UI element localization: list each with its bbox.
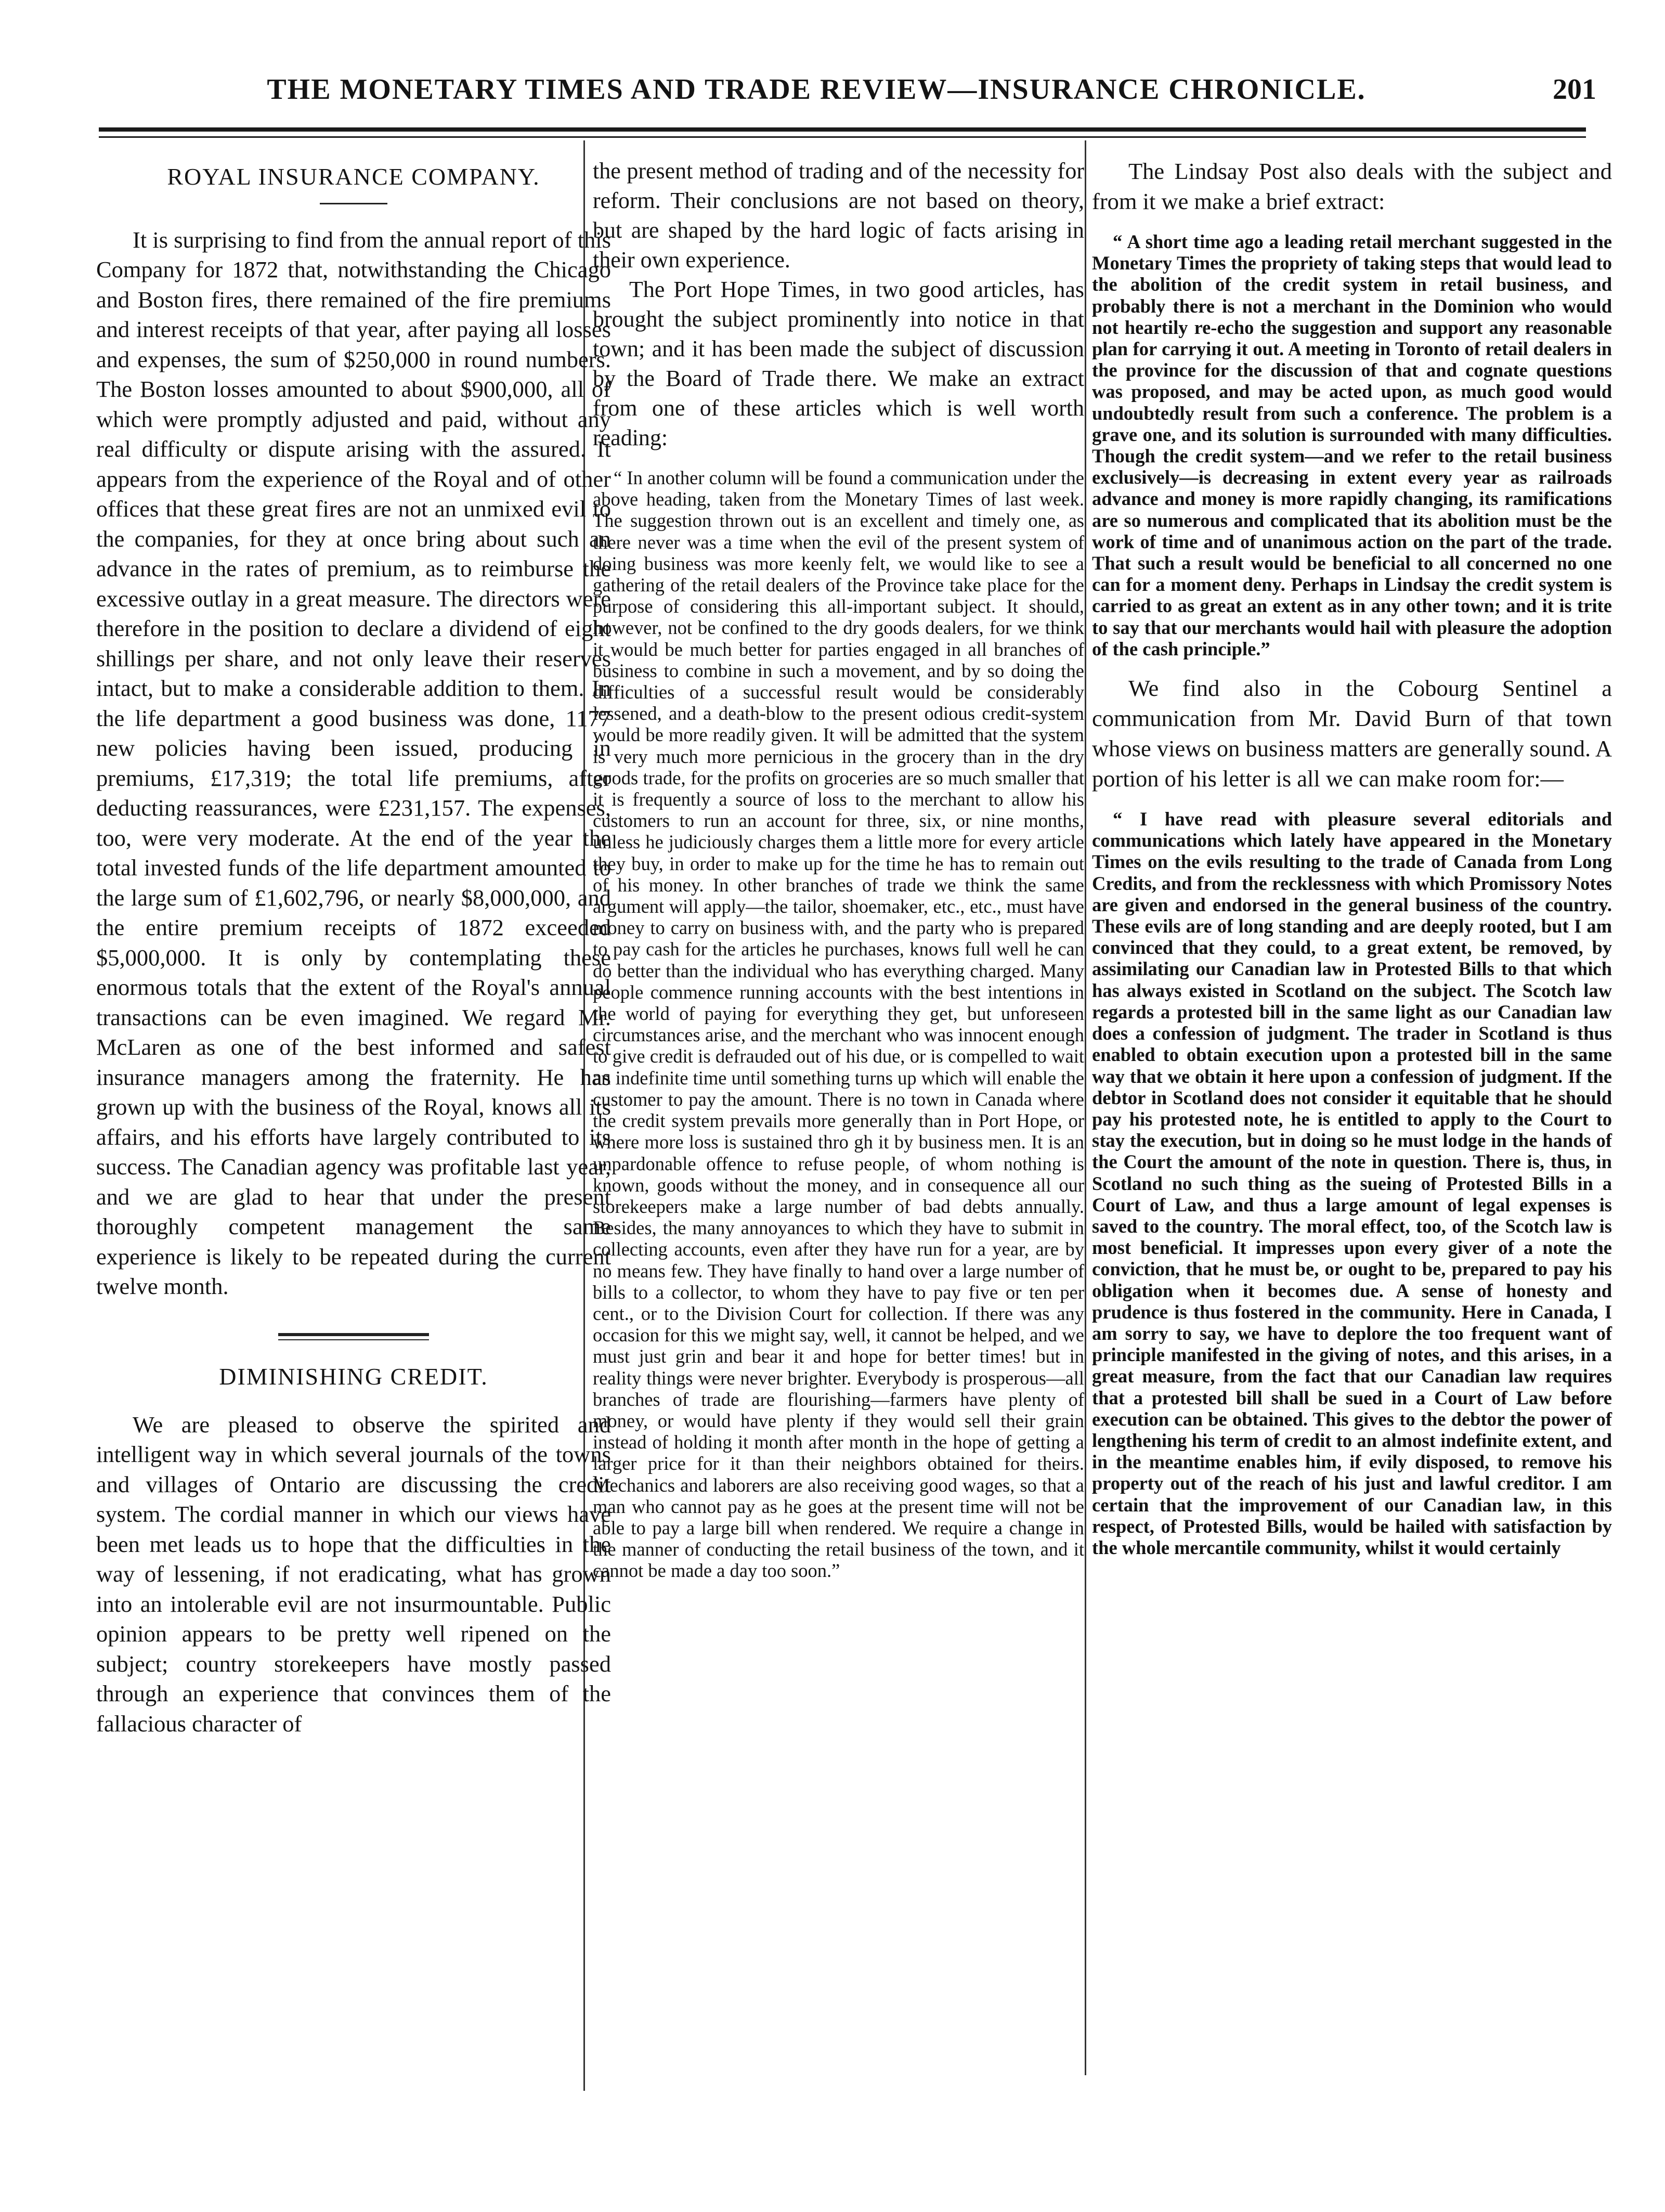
section-heading-royal: ROYAL INSURANCE COMPANY. [167,163,540,190]
running-title: THE MONETARY TIMES AND TRADE REVIEW—INSURANCE CHRONICLE. [267,73,1366,106]
article-paragraph: The Port Hope Times, in two good articles, has brought the subject prominently into notice in that town; and it has been made the subject of discussion by the Board of Trade there. We make an extract from one of these articles which is well worth reading: [593,277,1084,450]
article-paragraph: We find also in the Cobourg Sentinel a communication from Mr. David Burn of that town whose views on business matters are generally sound. A portion of his letter is all we can make room for:— [1092,675,1612,792]
page-header [166,73,1596,120]
quoted-extract: “ I have read with pleasure several editorials and communications which lately have appeared in the Monetary Times on the evils resulting to the trade of Canada from Long Credits, and from the recklessness with which Promissory Notes are given and endorsed in the general business of the country. These evils are of long standing and are deeply rooted, but I am convinced that they could, to a great extent, be removed, by assimilating our Canadian law in Protested Bills to that which has always existed in Scotland on the subject. The Scotch law regards a protested bill in the same light as our Canadian law does a confession of judgment. The trader in Scotland is thus enabled to obtain execution upon a protested bill in the same way that we obtain it here upon a confession of judgment. If the debtor in Scotland does not consider it equitable that he should pay his protested note, he is entitled to apply to the Court to stay the execution, but in doing so he must lodge in the hands of the Court the amount of the note in question. There is, thus, in Scotland no such thing as the sueing of Protested Bills in a Court of Law, and thus a large amount of legal expenses is saved to the country. The moral effect, too, of the Scotch law is most beneficial. It impresses upon every giver of a note the conviction, that he must be, or ought to be, prepared to pay his obligation when it becomes due. A sense of honesty and prudence is thus fostered in the community. Here in Canada, I am sorry to say, we have to deplore the too frequent want of principle manifested in the giving of notes, and this arises, in a great measure, from the fact that our Canadian law requires that a protested bill shall be sued in a Court of Law before execution can be obtained. This gives to the debtor the power of lengthening his term of credit to an almost indefinite extent, and in the meantime enables him, if evily disposed, to remove his property out of the reach of his just and lawful creditor. I am certain that the improvement of our Canadian law, in this respect, of Protested Bills, would be hailed with satisfaction by the whole mercantile community, whilst it would certainly [1092,808,1612,1558]
header-rule [99,127,1586,132]
column-middle [593,156,1084,1582]
article-paragraph: It is surprising to find from the annual report of this Company for 1872 that, notwithstanding the Chicago and Boston fires, there remained of the fire premiums and interest receipts of that year, after paying all losses and expenses, the sum of $250,000 in round numbers. The Boston losses amounted to about $900,000, all of which were promptly adjusted and paid, without any real difficulty or dispute arising with the assured. It appears from the experience of the Royal and of other offices that these great fires are not an unmixed evil to the companies, for they at once bring about such an advance in the rates of premium, as to reimburse the excessive outlay in a great measure. The directors were therefore in the position to declare a dividend of eight shillings per share, and not only leave their reserves intact, but to make a considerable addition to them. In the life department a good business was done, 1177 new policies having been issued, producing in premiums, £17,319; the total life premiums, after deducting reassurances, were £231,157. The expenses, too, were very moderate. At the end of the year the total invested funds of the life department amounted to the large sum of £1,602,796, or nearly $8,000,000, and the entire premium receipts of 1872 exceeded $5,000,000. It is only by contemplating these enormous totals that the extent of the Royal's annual transactions can be even imagined. We regard Mr. McLaren as one of the best informed and safest insurance managers among the fraternity. He has grown up with the business of the Royal, knows all its affairs, and his efforts have largely contributed to its success. The Canadian agency was profitable last year, and we are glad to hear that under the present thoroughly competent management the same experience is likely to be repeated during the current twelve month. [96,226,611,1300]
article-paragraph: We are pleased to observe the spirited and intelligent way in which several journals of the towns and villages of Ontario are discussing the credit system. The cordial manner in which our views have been met leads us to hope that the difficulties in the way of lessening, if not eradicating, what has grown into an intolerable evil are not insurmountable. Public opinion appears to be pretty well ripened on the subject; country storekeepers have mostly passed through an experience that convinces them of the fallacious character of [96,1411,611,1737]
article-paragraph: The Lindsay Post also deals with the subject and from it we make a brief extract: [1092,158,1612,214]
section-heading-credit: DIMINISHING CREDIT. [219,1363,488,1390]
section-divider [278,1333,429,1340]
quoted-extract: “ A short time ago a leading retail merchant suggested in the Monetary Times the propriety of taking steps that would lead to the abolition of the credit system in retail business, and probably there is not a merchant in the Dominion who would not heartily re-echo the suggestion and support any reasonable plan for carrying it out. A meeting in Toronto of retail dealers in the province for the discussion of that and cognate questions was proposed, and may be acted upon, as much good would undoubtedly result from such a conference. The problem is a grave one, and its solution is surrounded with many difficulties. Though the credit system—and we refer to the retail business exclusively—is decreasing in extent every year as railroads advance and money is more rapidly changing, its ramifications are so numerous and complicated that its abolition must be the work of time and of unanimous action on the part of the trade. That such a result would be beneficial to all concerned no one can for a moment deny. Perhaps in Lindsay the credit system is carried to as great an extent as in any other town; and it is trite to say that our merchants would hail with pleasure the adoption of the cash principle.” [1092,231,1612,659]
page-number: 201 [1553,73,1596,106]
column-divider [1085,140,1086,2075]
column-left [96,156,611,1739]
quoted-extract: “ In another column will be found a communication under the above heading, taken from the Monetary Times of last week. The suggestion thrown out is an excellent and timely one, as there never was a time when the evil of the present system of doing business was more keenly felt, we would like to see a gathering of the retail dealers of the Province take place for the purpose of considering this all-important subject. It should, however, not be confined to the dry goods dealers, for we think it would be much better for parties engaged in all branches of business to combine in such a movement, and by so doing the difficulties of a successful result would be considerably lessened, and a death-blow to the present odious credit-system would be more readily given. It will be admitted that the system is very much more pernicious in the grocery than in the dry goods trade, for the profits on groceries are so much smaller that it is frequently a source of loss to the merchant to allow his customers to run an account for three, six, or nine months, unless he judiciously charges them a little more for every article they buy, in order to make up for the time he has to remain out of his money. In other branches of trade we think the same argument will apply—the tailor, shoemaker, etc., etc., must have money to carry on business with, and the party who is prepared to pay cash for the articles he purchases, knows full well he can do better than the individual who has everything charged. Many people commence running accounts with the best intentions in the world of paying for everything they get, but unforeseen circumstances arise, and the merchant who was innocent enough to give credit is defrauded out of his due, or is compelled to wait an indefinite time until something turns up which will enable the customer to pay the amount. There is no town in Canada where the credit system prevails more generally than in Port Hope, or where more loss is sustained thro gh it by business men. It is an unpardonable offence to refuse people, of whom nothing is known, goods without the money, and in consequence all our storekeepers make a large number of bad debts annually. Besides, the many annoyances to which they have to submit in collecting accounts, even after they have run for a year, are by no means few. They have finally to hand over a large number of bills to a collector, to whom they have to pay five or ten per cent., or to the Division Court for collection. If there was any occasion for this we might say, well, it cannot be helped, and we must just grin and bear it and hope for better times! but in reality things were never brighter. Everybody is prosperous—all branches of trade are flourishing—farmers have plenty of money, or would have plenty if they would sell their grain instead of holding it month after month in the hope of getting a larger price for it than their neighbors obtained for theirs. Mechanics and laborers are also receiving good wages, so that a man who cannot pay as he goes at the present time will not be able to pay a large bill when rendered. We require a change in the manner of conducting the retail business of the town, and it cannot be made a day too soon.” [593,467,1084,1582]
column-right [1092,156,1612,1558]
article-paragraph: the present method of trading and of the necessity for reform. Their conclusions are not based on theory, but are shaped by the hard logic of facts arising in their own experience. [593,158,1084,273]
heading-rule [320,203,387,204]
header-rule-thin [99,136,1586,138]
